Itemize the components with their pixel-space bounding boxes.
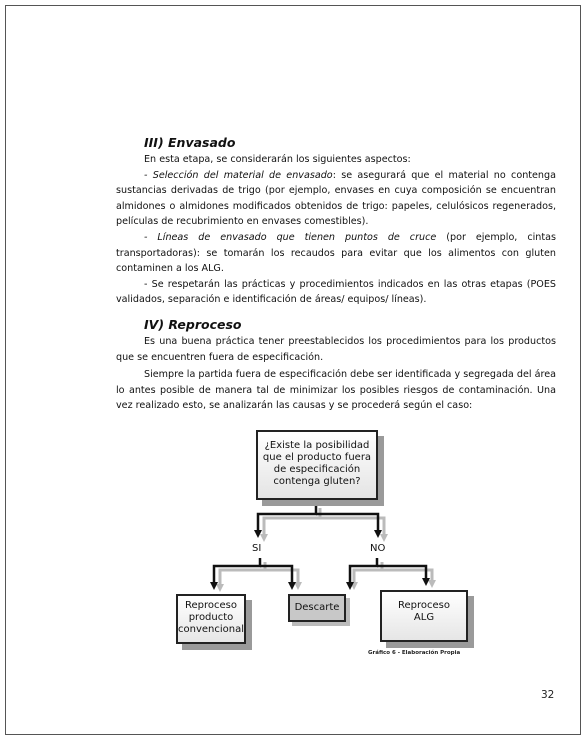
outcome-c-line-1: Reproceso [398,600,450,611]
decision-line-1: ¿Existe la posibilidad [264,440,370,451]
decision-line-4: contenga gluten? [273,476,361,487]
outcome-b-label: Descarte [294,602,340,613]
paragraph-reproceso-1: Es una buena práctica tener preestablecidos los procedimientos para los productos que se encuentren fuera de especificación. [116,335,556,363]
paragraph-lineas [116,230,556,277]
outcome-a-line-2: producto [188,612,234,623]
paragraph-intro: En esta etapa, se considerarán los siguientes aspectos: [144,154,411,165]
paragraph-material [116,168,556,230]
section-heading-envasado: III) Envasado [144,135,236,150]
outcome-reproceso-alg [380,590,468,642]
paragraph-reproceso-2: Siempre la partida fuera de especificación debe ser identificada y segregada del área lo antes posible de manera tal de minimizar los posibles riesgos de contaminación. Una vez realizado esto, se analizarán las causas y se procederá según el caso: [116,369,556,412]
page-number: 32 [541,689,555,701]
text-material: : se asegurará que el material no contenga sustancias derivadas de trigo (por ejemplo, envases en cuya composición se encuentran almidones o almidones modificados obtenidos de trigo: papeles, celulósicos regenerados, películas de recubrimiento en envases comestibles). [116,169,556,228]
outcome-descarte [288,594,346,622]
figure-caption: Gráfico 6 - Elaboración Propia [368,650,461,656]
outcome-a-line-3: convencional [178,624,245,635]
no-label: NO [370,543,386,554]
term-material: - Selección del material de envasado [144,169,333,181]
outcome-reproceso-convencional [176,594,246,644]
term-lineas: - Líneas de envasado que tienen puntos de cruce [144,231,437,243]
decision-line-3: de especificación [273,464,361,475]
section-heading-reproceso: IV) Reproceso [144,316,242,332]
document-body [116,135,556,414]
outcome-c-line-2: ALG [413,612,435,623]
flowchart [170,422,480,662]
decision-line-2: que el producto fuera [262,452,372,463]
paragraph-practicas: - Se respetarán las prácticas y procedimientos indicados en las otras etapas (POES validados, separación e identificación de áreas/ equipos/ líneas). [116,278,556,306]
outcome-a-line-1: Reproceso [185,600,237,611]
yes-label: SI [252,543,262,554]
decision-box [256,430,378,500]
text-lineas: (por ejemplo, cintas transportadoras): se tomarán los recaudos para evitar que los alimentos con gluten contaminen a los ALG. [116,231,556,275]
